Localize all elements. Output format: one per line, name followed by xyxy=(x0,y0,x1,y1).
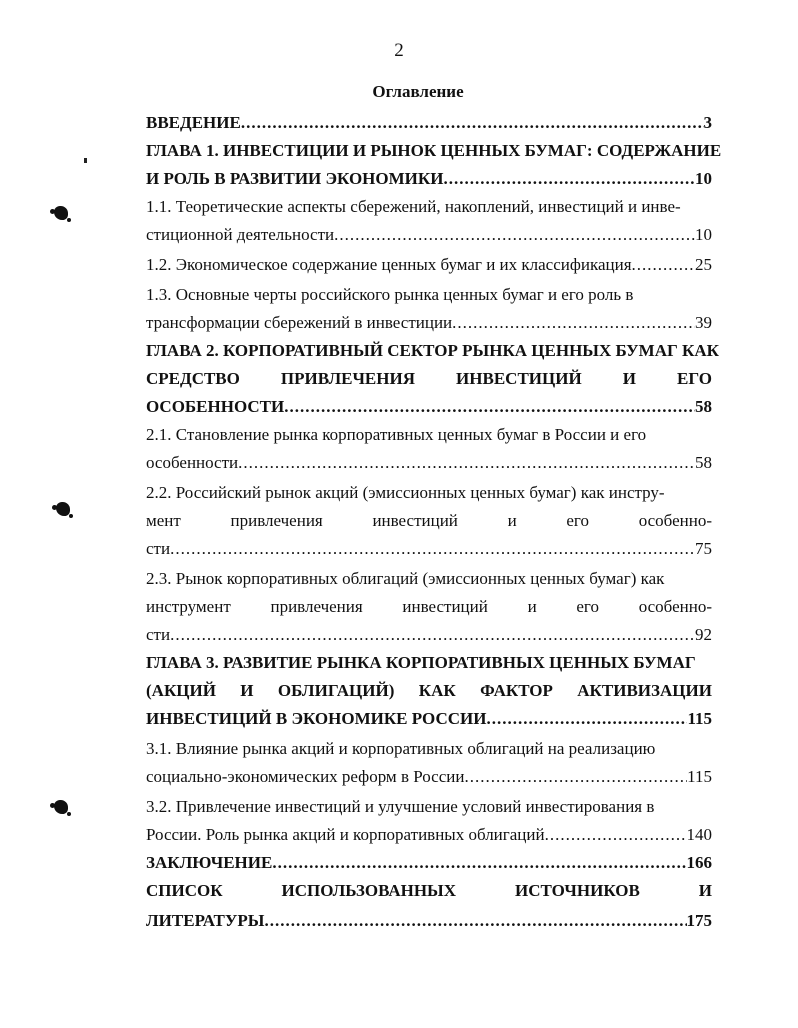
word: его xyxy=(576,597,599,616)
scan-mark xyxy=(84,158,87,163)
leader-dots xyxy=(486,708,687,730)
toc-chapter-2-end xyxy=(146,396,712,418)
toc-entry-page: 3 xyxy=(703,113,712,132)
toc-section-3-1-cont xyxy=(146,766,712,788)
toc-entry-title: сти xyxy=(146,625,171,644)
binding-hole-mark xyxy=(54,800,68,814)
word: СРЕДСТВО xyxy=(146,369,240,388)
word: СПИСОК xyxy=(146,881,223,900)
toc-section-2-2-cont xyxy=(146,510,712,532)
toc-entry-page: 166 xyxy=(686,853,712,872)
toc-entry-page: 10 xyxy=(695,225,712,244)
toc-entry-title: социально-экономических реформ в России xyxy=(146,767,465,786)
toc-entry-title: 1.2. Экономическое содержание ценных бумаг и их классификация xyxy=(146,255,632,274)
toc-chapter-1: ГЛАВА 1. ИНВЕСТИЦИИ И РЫНОК ЦЕННЫХ БУМАГ: СОДЕРЖАНИЕ xyxy=(146,141,722,160)
toc-entry-title: ВВЕДЕНИЕ xyxy=(146,113,241,132)
leader-dots xyxy=(452,312,695,334)
toc-entry-title: ОСОБЕННОСТИ xyxy=(146,397,285,416)
word: его xyxy=(566,511,589,530)
toc-section-2-3-cont xyxy=(146,596,712,618)
leader-dots xyxy=(284,396,695,418)
word: ПРИВЛЕЧЕНИЯ xyxy=(280,369,415,388)
word: инвестиций xyxy=(402,597,488,616)
word: ИНВЕСТИЦИЙ xyxy=(456,369,582,388)
toc-section-2-1-cont xyxy=(146,452,712,474)
word: ФАКТОР xyxy=(480,681,553,700)
toc-entry-sources-cont xyxy=(146,910,712,932)
leader-dots xyxy=(241,112,704,134)
leader-dots xyxy=(170,538,695,560)
toc-entry-title: ИНВЕСТИЦИЙ В ЭКОНОМИКЕ РОССИИ xyxy=(146,709,487,728)
toc-heading: Оглавление xyxy=(372,82,464,101)
toc-entry-page: 58 xyxy=(695,453,712,472)
leader-dots xyxy=(238,452,695,474)
toc-entry-page: 58 xyxy=(695,397,712,416)
toc-entry-intro xyxy=(146,112,712,134)
toc-chapter-3-end xyxy=(146,708,712,730)
toc-entry-page: 115 xyxy=(687,709,712,728)
word: (АКЦИЙ xyxy=(146,681,216,700)
leader-dots xyxy=(334,224,695,246)
toc-chapter-2: ГЛАВА 2. КОРПОРАТИВНЫЙ СЕКТОР РЫНКА ЦЕННЫХ БУМАГ КАК xyxy=(146,341,719,360)
leader-dots xyxy=(272,852,686,874)
word: КАК xyxy=(418,681,456,700)
toc-entry-title: И РОЛЬ В РАЗВИТИИ ЭКОНОМИКИ xyxy=(146,169,444,188)
toc-entry-title: сти xyxy=(146,539,171,558)
word: инструмент xyxy=(146,597,231,616)
toc-section-1-1: 1.1. Теоретические аспекты сбережений, накоплений, инвестиций и инве- xyxy=(146,197,681,216)
toc-entry-title: ЛИТЕРАТУРЫ xyxy=(146,911,265,930)
word: ИСТОЧНИКОВ xyxy=(514,881,640,900)
word: И xyxy=(698,881,712,900)
toc-section-1-1-cont xyxy=(146,224,712,246)
toc-entry-page: 115 xyxy=(687,767,712,786)
toc-chapter-1-cont xyxy=(146,168,712,190)
toc-chapter-3-cont xyxy=(146,680,712,702)
toc-section-1-3: 1.3. Основные черты российского рынка ценных бумаг и его роль в xyxy=(146,285,634,304)
word: и xyxy=(507,511,517,530)
word: И xyxy=(622,369,636,388)
word: инвестиций xyxy=(372,511,458,530)
leader-dots xyxy=(443,168,695,190)
toc-section-1-2 xyxy=(146,254,712,276)
binding-hole-mark xyxy=(54,206,68,220)
binding-hole-mark xyxy=(56,502,70,516)
toc-entry-title: стиционной деятельности xyxy=(146,225,335,244)
leader-dots xyxy=(632,254,695,276)
toc-section-2-2-end xyxy=(146,538,712,560)
toc-section-2-3-end xyxy=(146,624,712,646)
toc-section-3-2: 3.2. Привлечение инвестиций и улучшение условий инвестирования в xyxy=(146,797,655,816)
toc-entry-page: 10 xyxy=(695,169,712,188)
toc-section-3-1: 3.1. Влияние рынка акций и корпоративных облигаций на реализацию xyxy=(146,739,656,758)
toc-entry-page: 92 xyxy=(695,625,712,644)
toc-entry-page: 75 xyxy=(695,539,712,558)
word: особенно- xyxy=(638,511,712,530)
toc-entry-title: ЗАКЛЮЧЕНИЕ xyxy=(146,853,273,872)
word: мент xyxy=(146,511,181,530)
toc-section-3-2-cont xyxy=(146,824,712,846)
toc-section-2-2: 2.2. Российский рынок акций (эмиссионных ценных бумаг) как инстру- xyxy=(146,483,665,502)
leader-dots xyxy=(545,824,687,846)
toc-chapter-3: ГЛАВА 3. РАЗВИТИЕ РЫНКА КОРПОРАТИВНЫХ ЦЕННЫХ БУМАГ xyxy=(146,653,696,672)
word: особенно- xyxy=(638,597,712,616)
leader-dots xyxy=(170,624,695,646)
toc-entry-title: особенности xyxy=(146,453,239,472)
toc-chapter-2-cont xyxy=(146,368,712,390)
toc-entry-page: 39 xyxy=(695,313,712,332)
word: И xyxy=(240,681,254,700)
word: ОБЛИГАЦИЙ) xyxy=(277,681,395,700)
word: ИСПОЛЬЗОВАННЫХ xyxy=(281,881,457,900)
toc-entry-title: России. Роль рынка акций и корпоративных облигаций xyxy=(146,825,545,844)
leader-dots xyxy=(264,910,686,932)
word: ЕГО xyxy=(677,369,712,388)
word: и xyxy=(527,597,537,616)
toc-entry-page: 175 xyxy=(686,911,712,930)
toc-entry-sources xyxy=(146,880,712,902)
word: привлечения xyxy=(270,597,363,616)
word: АКТИВИЗАЦИИ xyxy=(577,681,712,700)
toc-section-2-1: 2.1. Становление рынка корпоративных ценных бумаг в России и его xyxy=(146,425,647,444)
toc-entry-title: трансформации сбережений в инвестиции xyxy=(146,313,453,332)
toc-section-1-3-cont xyxy=(146,312,712,334)
page-number: 2 xyxy=(394,40,404,61)
word: привлечения xyxy=(230,511,323,530)
toc-section-2-3: 2.3. Рынок корпоративных облигаций (эмиссионных ценных бумаг) как xyxy=(146,569,665,588)
toc-entry-page: 140 xyxy=(686,825,712,844)
leader-dots xyxy=(464,766,687,788)
toc-entry-conclusion xyxy=(146,852,712,874)
toc-entry-page: 25 xyxy=(695,255,712,274)
